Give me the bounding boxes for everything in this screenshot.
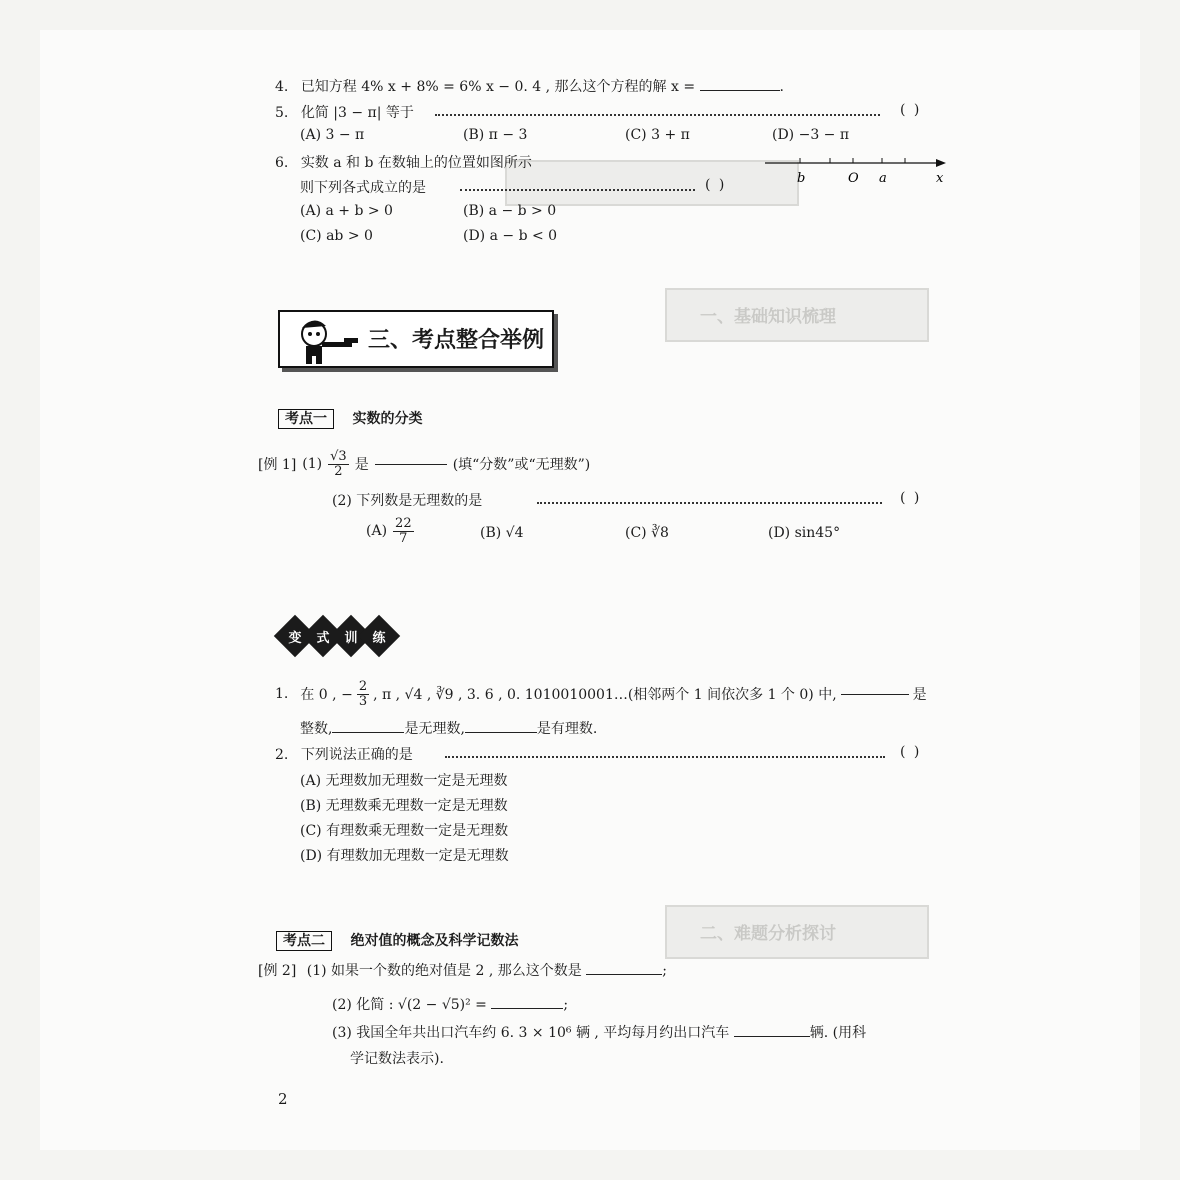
v2-leader-dots — [445, 754, 885, 758]
ex2-part2: (2) 化简 : — [332, 997, 394, 1013]
v1-line-2 — [300, 718, 597, 738]
ex2-label: [例 2] — [258, 963, 297, 979]
q6-answer-paren[interactable]: ( ) — [705, 177, 727, 193]
q5-leader-dots — [435, 112, 880, 116]
ex1-option-a[interactable] — [366, 517, 414, 545]
q6-option-a[interactable]: (A) a + b > 0 — [300, 203, 393, 219]
q6-option-d[interactable]: (D) a − b < 0 — [463, 228, 558, 244]
variant-char-2: 式 — [316, 631, 330, 646]
v1-text-rational: 是有理数. — [536, 721, 598, 737]
v2-text: 下列说法正确的是 — [300, 747, 413, 763]
kd2-heading — [276, 930, 518, 950]
v1-pre: 在 0 , − — [300, 687, 353, 704]
q6-option-c[interactable]: (C) ab > 0 — [300, 228, 373, 244]
ex2-part2-semicolon: ; — [563, 997, 569, 1013]
v2-option-a[interactable]: (A) 无理数加无理数一定是无理数 — [300, 773, 508, 789]
ex1-is: 是 — [354, 457, 369, 474]
v2-option-d[interactable]: (D) 有理数加无理数一定是无理数 — [300, 848, 509, 864]
ghost-header-2-text: 二、难题分析探讨 — [700, 924, 836, 944]
q5-line — [275, 102, 414, 122]
q4-period: . — [779, 79, 784, 95]
ex1-part1-num: (1) — [302, 456, 323, 473]
axis-label-a: a — [879, 171, 887, 186]
q5-option-c[interactable]: (C) 3 + π — [625, 127, 690, 143]
v1-shi: 是 — [912, 687, 927, 704]
axis-label-x: x — [936, 171, 944, 186]
kd1-heading — [278, 408, 422, 428]
ex1-label: [例 1] — [258, 457, 297, 474]
ex1-part1-blank[interactable] — [375, 463, 447, 465]
v1-blank-1[interactable] — [841, 693, 909, 695]
ex1-fraction — [328, 450, 349, 478]
v1-post: , π , √4 , ∛9 , 3. 6 , 0. 1010010001…(相邻两个 1 间依次多 1 个 0) 中, — [373, 687, 837, 704]
variant-char-1: 变 — [288, 631, 302, 646]
ex2-part2-blank[interactable] — [491, 1007, 563, 1009]
kd2-tag: 考点二 — [276, 931, 332, 951]
ex2-part3-cont: 学记数法表示). — [350, 1051, 444, 1067]
kd2-title: 绝对值的概念及科学记数法 — [350, 933, 519, 949]
v1-text-integer: 整数, — [300, 721, 333, 737]
ex2-part3: (3) 我国全年共出口汽车约 6. 3 × 10⁶ 辆 , 平均每月约出口汽车 — [332, 1025, 730, 1041]
ex2-line-2 — [332, 994, 568, 1014]
ex2-part1-semicolon: ; — [662, 963, 667, 979]
section-title: 三、考点整合举例 — [368, 328, 545, 353]
q6-option-b[interactable]: (B) a − b > 0 — [463, 203, 557, 219]
mascot-icon — [284, 312, 364, 366]
v2-option-c[interactable]: (C) 有理数乘无理数一定是无理数 — [300, 823, 509, 839]
ghost-banner — [505, 160, 799, 206]
v1-text-irrational: 是无理数, — [404, 721, 465, 737]
q5-number: 5. — [275, 105, 289, 121]
q5-option-d[interactable]: (D) −3 − π — [772, 127, 850, 143]
ex1-opt-a-den: 7 — [399, 530, 408, 546]
ex2-line-3 — [332, 1022, 866, 1042]
ex1-part2-text: (2) 下列数是无理数的是 — [332, 493, 483, 509]
v1-blank-3[interactable] — [465, 731, 537, 733]
ex2-part1: (1) 如果一个数的绝对值是 2 , 那么这个数是 — [306, 963, 582, 979]
v1-number: 1. — [275, 686, 289, 703]
ex1-line-1 — [258, 450, 590, 478]
ex2-part2-expr: √(2 − √5)² = — [397, 997, 487, 1013]
q4-line — [275, 76, 784, 96]
ex1-option-a-label: (A) — [366, 523, 388, 540]
kd1-tag: 考点一 — [278, 409, 334, 429]
textbook-page — [40, 30, 1140, 1150]
v2-option-b[interactable]: (B) 无理数乘无理数一定是无理数 — [300, 798, 508, 814]
ex1-opt-a-num: 22 — [395, 516, 412, 531]
v2-number: 2. — [275, 747, 289, 763]
ex1-answer-paren[interactable]: ( ) — [900, 490, 922, 506]
q6-leader-dots — [460, 187, 695, 191]
ex2-line-1 — [258, 960, 667, 980]
axis-label-o: O — [848, 171, 859, 186]
variant-char-3: 训 — [344, 631, 358, 646]
q5-text: 化简 |3 − π| 等于 — [300, 105, 414, 121]
ghost-header-1-text: 一、基础知识梳理 — [700, 307, 836, 327]
ex1-frac-den: 2 — [334, 463, 343, 479]
q4-text: 已知方程 4% x + 8% = 6% x − 0. 4 , 那么这个方程的解 x = — [300, 79, 696, 95]
q4-number: 4. — [275, 79, 289, 95]
v2-answer-paren[interactable]: ( ) — [900, 744, 922, 760]
v2-line — [275, 744, 413, 764]
ex1-option-b[interactable]: (B) √4 — [480, 525, 524, 541]
q4-answer-blank[interactable] — [700, 89, 780, 91]
axis-label-b: b — [797, 171, 806, 186]
q6-text-1: 实数 a 和 b 在数轴上的位置如图所示 — [300, 155, 532, 171]
v1-line-1 — [275, 680, 927, 708]
kd1-title: 实数的分类 — [352, 411, 423, 427]
ex1-option-d[interactable]: (D) sin45° — [768, 525, 841, 541]
v1-blank-2[interactable] — [332, 731, 404, 733]
variant-char-4: 练 — [372, 631, 386, 646]
page-number: 2 — [278, 1090, 288, 1108]
q6-number: 6. — [275, 155, 289, 171]
ex1-option-c[interactable]: (C) ∛8 — [625, 525, 669, 541]
ex2-part3-tail: 辆. (用科 — [809, 1025, 867, 1041]
q5-answer-paren[interactable]: ( ) — [900, 102, 922, 118]
ex2-part3-blank[interactable] — [734, 1035, 810, 1037]
ex1-hint: (填“分数”或“无理数”) — [452, 457, 591, 474]
section-banner — [278, 310, 554, 368]
ex1-leader-dots — [537, 500, 882, 504]
q6-line-1 — [275, 152, 532, 172]
q6-text-2: 则下列各式成立的是 — [300, 180, 426, 196]
ex2-part1-blank[interactable] — [586, 973, 662, 975]
v1-frac-den: 3 — [358, 693, 368, 709]
v1-frac-num: 2 — [358, 679, 368, 694]
q5-option-b[interactable]: (B) π − 3 — [463, 127, 528, 143]
v1-fraction — [357, 680, 369, 708]
variant-training-badge — [276, 614, 396, 658]
ex1-frac-num: √3 — [330, 449, 347, 464]
ex1-option-a-fraction — [393, 517, 414, 545]
number-line-figure — [760, 150, 950, 190]
q5-option-a[interactable]: (A) 3 − π — [300, 127, 365, 143]
